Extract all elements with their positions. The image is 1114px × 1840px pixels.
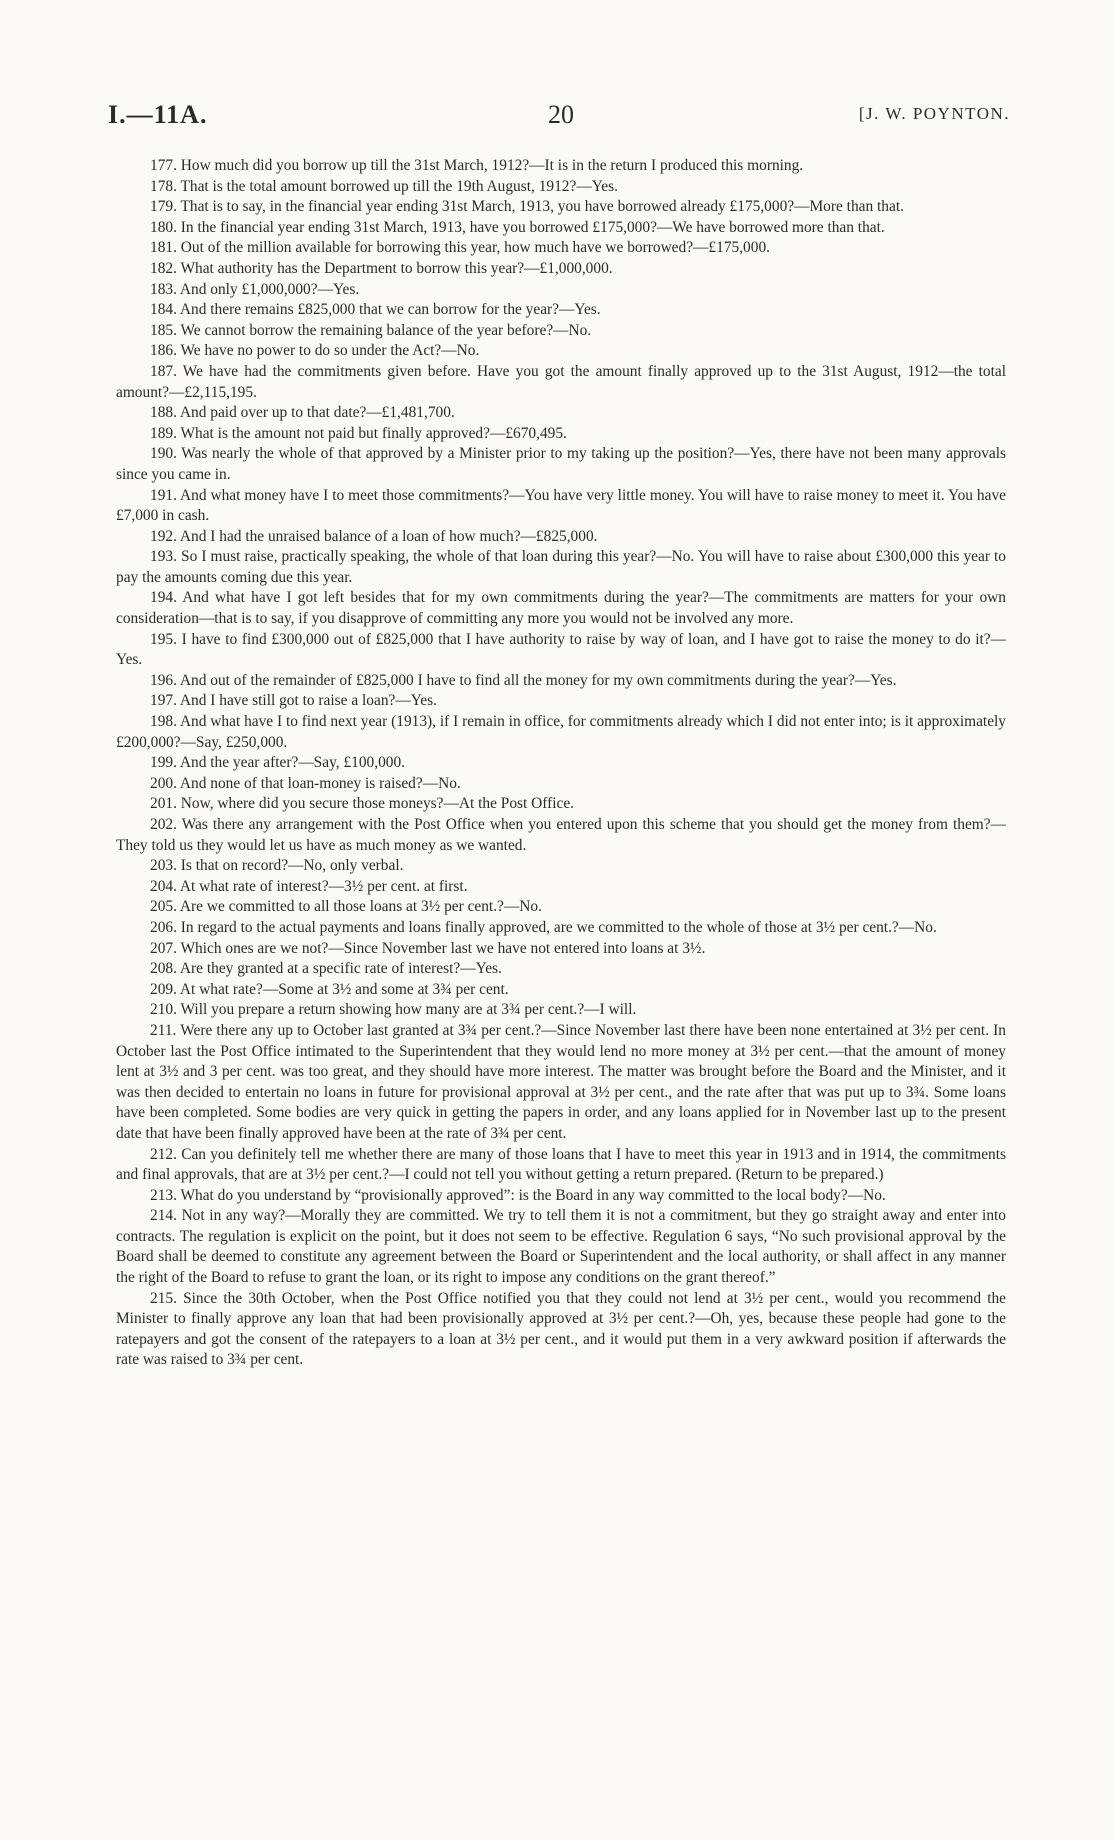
question-213: 213. What do you understand by “provisionally approved”: is the Board in any way committed to the local body?—No. [150, 1186, 886, 1204]
question-207: 207. Which ones are we not?—Since November last we have not entered into loans at 3½. [150, 939, 706, 957]
question-206: 206. In regard to the actual payments and loans finally approved, are we committed to the whole of those at 3½ per cent.?—No. [150, 918, 937, 936]
page-header [108, 100, 1010, 136]
question-210: 210. Will you prepare a return showing how many are at 3¾ per cent.?—I will. [150, 1001, 637, 1019]
question-200: 200. And none of that loan-money is raised?—No. [150, 774, 461, 792]
question-180: 180. In the financial year ending 31st March, 1913, have you borrowed £175,000?—We have borrowed more than that. [150, 218, 885, 236]
document-reference: I.—11A. [108, 100, 208, 129]
question-201: 201. Now, where did you secure those moneys?—At the Post Office. [150, 795, 575, 813]
question-181: 181. Out of the million available for borrowing this year, how much have we borrowed?—£175,000. [150, 239, 770, 257]
testimony-body [116, 156, 1006, 1371]
question-183: 183. And only £1,000,000?—Yes. [150, 280, 360, 298]
question-197: 197. And I have still got to raise a loan?—Yes. [150, 692, 437, 710]
question-211: 211. Were there any up to October last granted at 3¾ per cent.?—Since November last there have been none entertained at 3½ per cent. In October last the Post Office intimated to the Superintendent that they would lend no more money at 3½ per cent.—that the amount of money lent at 3½ and 3 per cent. was too great, and they should have more interest. The matter was brought before the Board and the Minister, and it was then decided to entertain no loans in future for provisional approval at 3½ per cent., and the rate after that was put up to 3¾. Some loans have been completed. Some bodies are very quick in getting the papers in order, and any loans applied for in November last up to the present date that have been finally approved have been at the rate of 3¾ per cent. [116, 1021, 1006, 1142]
question-185: 185. We cannot borrow the remaining balance of the year before?—No. [150, 321, 592, 339]
question-186: 186. We have no power to do so under the Act?—No. [150, 342, 480, 360]
question-195: 195. I have to find £300,000 out of £825,000 that I have authority to raise by way of loan, and I have got to raise the money to do it?—Yes. [116, 630, 1006, 669]
question-208: 208. Are they granted at a specific rate of interest?—Yes. [150, 960, 502, 978]
question-215: 215. Since the 30th October, when the Post Office notified you that they could not lend at 3½ per cent., would you recommend the Minister to finally approve any loan that had been provisionally approved at 3½ per cent.?—Oh, yes, because these people had gone to the ratepayers and got the consent of the ratepayers to a loan at 3½ per cent., and it would put them in a very awkward position if afterwards the rate was raised to 3¾ per cent. [116, 1289, 1006, 1369]
witness-name: [J. W. POYNTON. [858, 104, 1010, 123]
question-189: 189. What is the amount not paid but finally approved?—£670,495. [150, 424, 567, 442]
question-214: 214. Not in any way?—Morally they are committed. We try to tell them it is not a commitment, but they go straight away and enter into contracts. The regulation is explicit on the point, but it does not seem to be effective. Regulation 6 says, “No such provisional approval by the Board shall be deemed to constitute any agreement between the Board or Superintendent and the local authority, or shall affect in any manner the right of the Board to refuse to grant the loan, or its right to impose any conditions on the grant thereof.” [116, 1207, 1006, 1287]
question-204: 204. At what rate of interest?—3½ per cent. at first. [150, 877, 468, 895]
question-190: 190. Was nearly the whole of that approved by a Minister prior to my taking up the position?—Yes, there have not been many approvals since you came in. [116, 445, 1006, 483]
question-202: 202. Was there any arrangement with the Post Office when you entered upon this scheme that you should get the money from them?—They told us they would let us have as much money as we wanted. [116, 816, 1006, 854]
question-194: 194. And what have I got left besides that for my own commitments during the year?—The commitments are matters for your own consideration—that is to say, if you disapprove of committing any more you would not be involved any more. [116, 589, 1006, 628]
question-199: 199. And the year after?—Say, £100,000. [150, 754, 406, 772]
question-212: 212. Can you definitely tell me whether there are many of those loans that I have to meet this year in 1913 and in 1914, the commitments and final approvals, that are at 3½ per cent.?—I could not tell you without getting a return prepared. (Return to be prepared.) [116, 1145, 1006, 1184]
question-198: 198. And what have I to find next year (1913), if I remain in office, for commitments already which I did not enter into; is it approximately £200,000?—Say, £250,000. [116, 713, 1006, 751]
question-179: 179. That is to say, in the financial year ending 31st March, 1913, you have borrowed already £175,000?—More than that. [150, 198, 904, 216]
question-191: 191. And what money have I to meet those commitments?—You have very little money. You will have to raise money to meet it. You have £7,000 in cash. [116, 486, 1006, 525]
question-205: 205. Are we committed to all those loans at 3½ per cent.?—No. [150, 898, 542, 916]
question-192: 192. And I had the unraised balance of a loan of how much?—£825,000. [150, 527, 598, 545]
question-188: 188. And paid over up to that date?—£1,481,700. [150, 404, 455, 422]
question-209: 209. At what rate?—Some at 3½ and some at 3¾ per cent. [150, 980, 509, 998]
question-182: 182. What authority has the Department to borrow this year?—£1,000,000. [150, 259, 613, 277]
question-193: 193. So I must raise, practically speaking, the whole of that loan during this year?—No. You will have to raise about £300,000 this year to pay the amounts coming due this year. [116, 548, 1006, 586]
question-184: 184. And there remains £825,000 that we can borrow for the year?—Yes. [150, 301, 601, 319]
page-number: 20 [548, 100, 574, 129]
question-203: 203. Is that on record?—No, only verbal. [150, 857, 404, 875]
question-196: 196. And out of the remainder of £825,000 I have to find all the money for my own commitments during the year?—Yes. [150, 671, 897, 689]
question-177: 177. How much did you borrow up till the 31st March, 1912?—It is in the return I produced this morning. [150, 157, 804, 174]
question-178: 178. That is the total amount borrowed up till the 19th August, 1912?—Yes. [150, 177, 618, 195]
question-187: 187. We have had the commitments given before. Have you got the amount finally approved up to the 31st August, 1912—the total amount?—£2,115,195. [116, 362, 1006, 401]
